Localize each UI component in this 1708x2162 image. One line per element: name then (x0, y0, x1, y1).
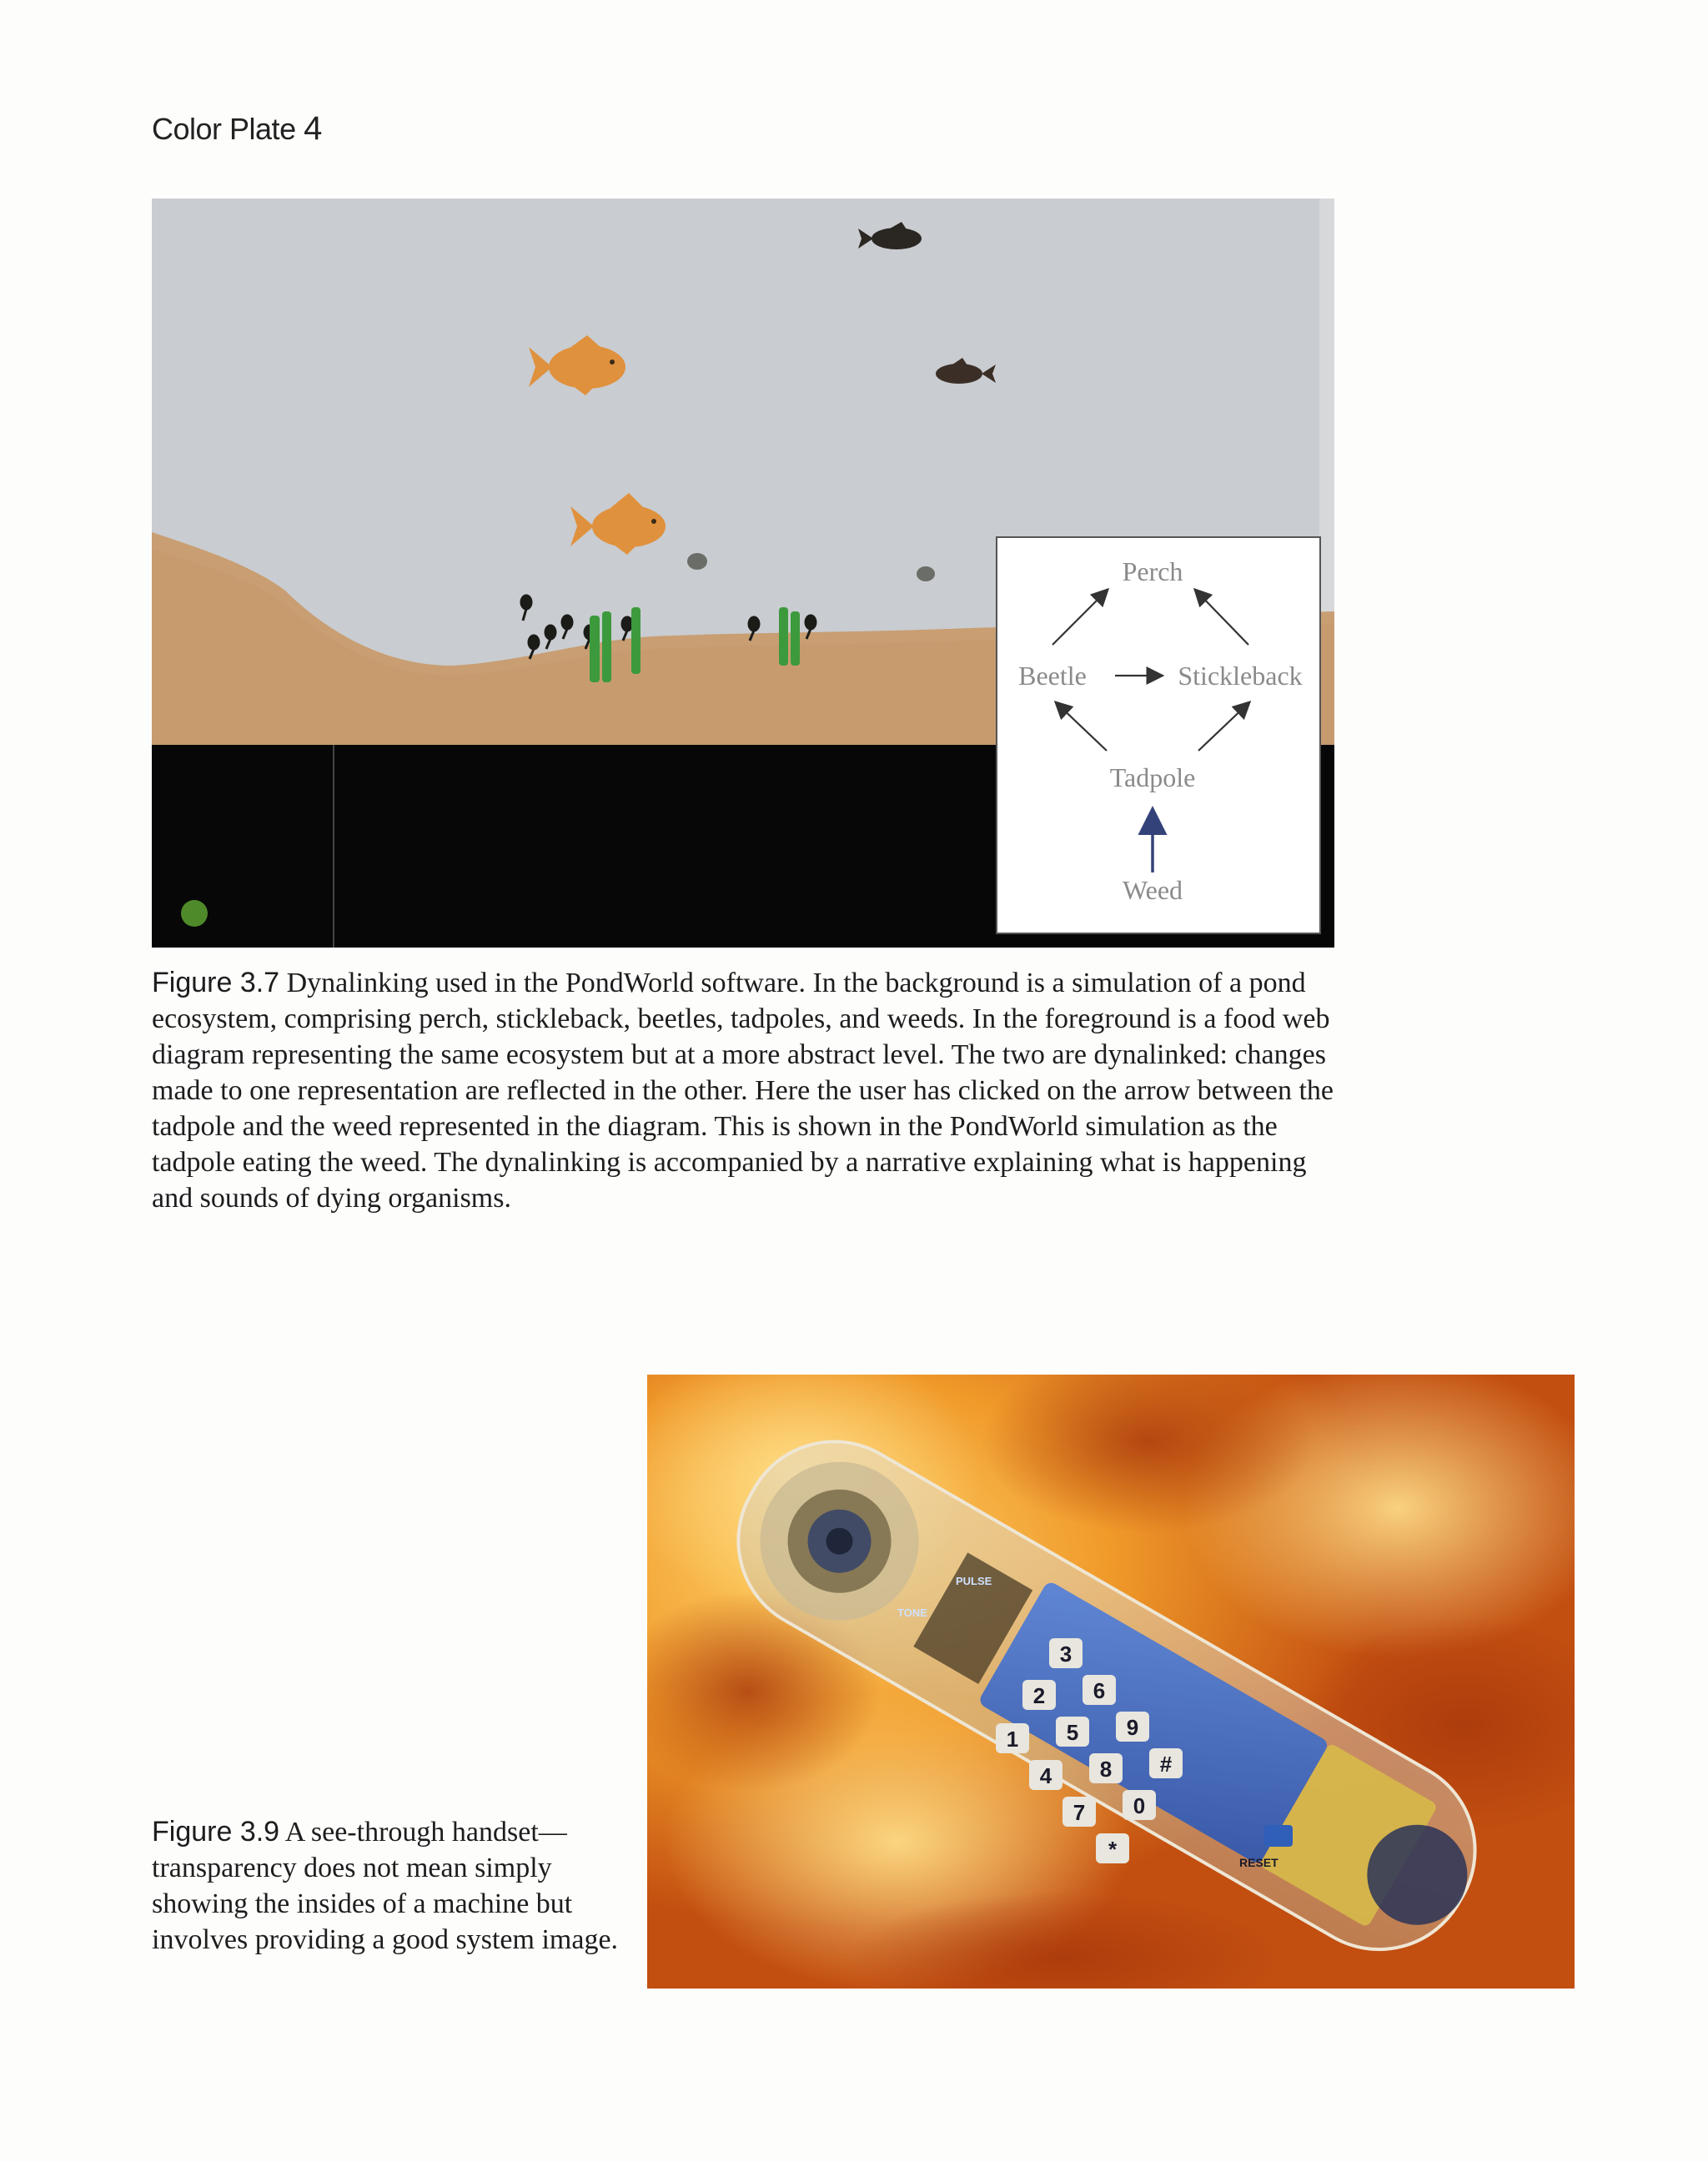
status-dot (181, 900, 208, 927)
handset-photo (647, 1375, 1575, 1989)
key-2[interactable] (1022, 1680, 1056, 1710)
figure-3-9-caption (152, 1814, 619, 1958)
key-hash[interactable] (1149, 1748, 1183, 1778)
plate-number: 4 (304, 110, 322, 147)
figure-3-9-label: Figure 3.9 (152, 1816, 280, 1848)
figure-3-9-text: A see-through handset—transparency does not mean simply showing the insides of a machine but involves providing a good system image. (152, 1817, 619, 1955)
key-8[interactable] (1089, 1753, 1123, 1783)
svg-text:7: 7 (1073, 1800, 1086, 1825)
food-web-diagram (997, 537, 1320, 933)
pondworld-simulation (152, 199, 1334, 948)
node-perch[interactable]: Perch (1122, 556, 1183, 586)
key-0[interactable] (1123, 1790, 1156, 1820)
pondworld-figure (152, 199, 1334, 948)
svg-text:6: 6 (1093, 1678, 1106, 1703)
key-9[interactable] (1116, 1712, 1149, 1742)
figure-3-7-label: Figure 3.7 (152, 967, 280, 998)
food-web-panel (997, 537, 1320, 933)
key-1[interactable] (996, 1723, 1029, 1753)
svg-text:1: 1 (1006, 1727, 1019, 1752)
svg-text:2: 2 (1032, 1683, 1046, 1708)
reset-label: RESET (1239, 1856, 1278, 1869)
key-5[interactable] (1056, 1717, 1089, 1747)
svg-text:0: 0 (1133, 1793, 1146, 1818)
tone-label: TONE (897, 1606, 927, 1619)
svg-text:9: 9 (1126, 1715, 1139, 1740)
figure-3-7-caption (152, 965, 1336, 1216)
svg-text:#: # (1159, 1752, 1173, 1777)
svg-text:8: 8 (1099, 1757, 1113, 1782)
node-stickleback[interactable]: Stickleback (1178, 661, 1303, 691)
svg-text:5: 5 (1066, 1720, 1079, 1745)
svg-text:3: 3 (1059, 1642, 1073, 1667)
svg-text:*: * (1108, 1837, 1118, 1862)
node-weed[interactable]: Weed (1122, 875, 1183, 905)
plate-label: Color Plate (152, 112, 296, 146)
key-7[interactable] (1062, 1797, 1096, 1827)
page-header (152, 110, 322, 148)
handset-illustration (647, 1375, 1575, 1989)
key-4[interactable] (1029, 1760, 1062, 1790)
figure-3-7-text: Dynalinking used in the PondWorld software. In the background is a simulation of a pond ecosystem, comprising perch, stickleback, beetles, tadpoles, and weeds. In the foreground is a food web diagram representing the same ecosystem but at a more abstract level. The two are dynalinked: changes made to one representation are reflected in the other. Here the user has clicked on the arrow between the tadpole and the weed represented in the diagram. This is shown in the PondWorld simulation as the tadpole eating the weed. The dynalinking is accompanied by a narrative explaining what is happening and sounds of dying organisms. (152, 968, 1334, 1214)
key-star[interactable] (1096, 1833, 1129, 1863)
pulse-label: PULSE (956, 1575, 992, 1587)
beetle-2 (917, 566, 935, 581)
node-tadpole[interactable]: Tadpole (1109, 762, 1196, 792)
key-6[interactable] (1083, 1675, 1116, 1705)
node-beetle[interactable]: Beetle (1018, 661, 1087, 691)
key-3[interactable] (1049, 1638, 1083, 1668)
beetle (687, 553, 707, 570)
svg-text:4: 4 (1039, 1763, 1052, 1788)
